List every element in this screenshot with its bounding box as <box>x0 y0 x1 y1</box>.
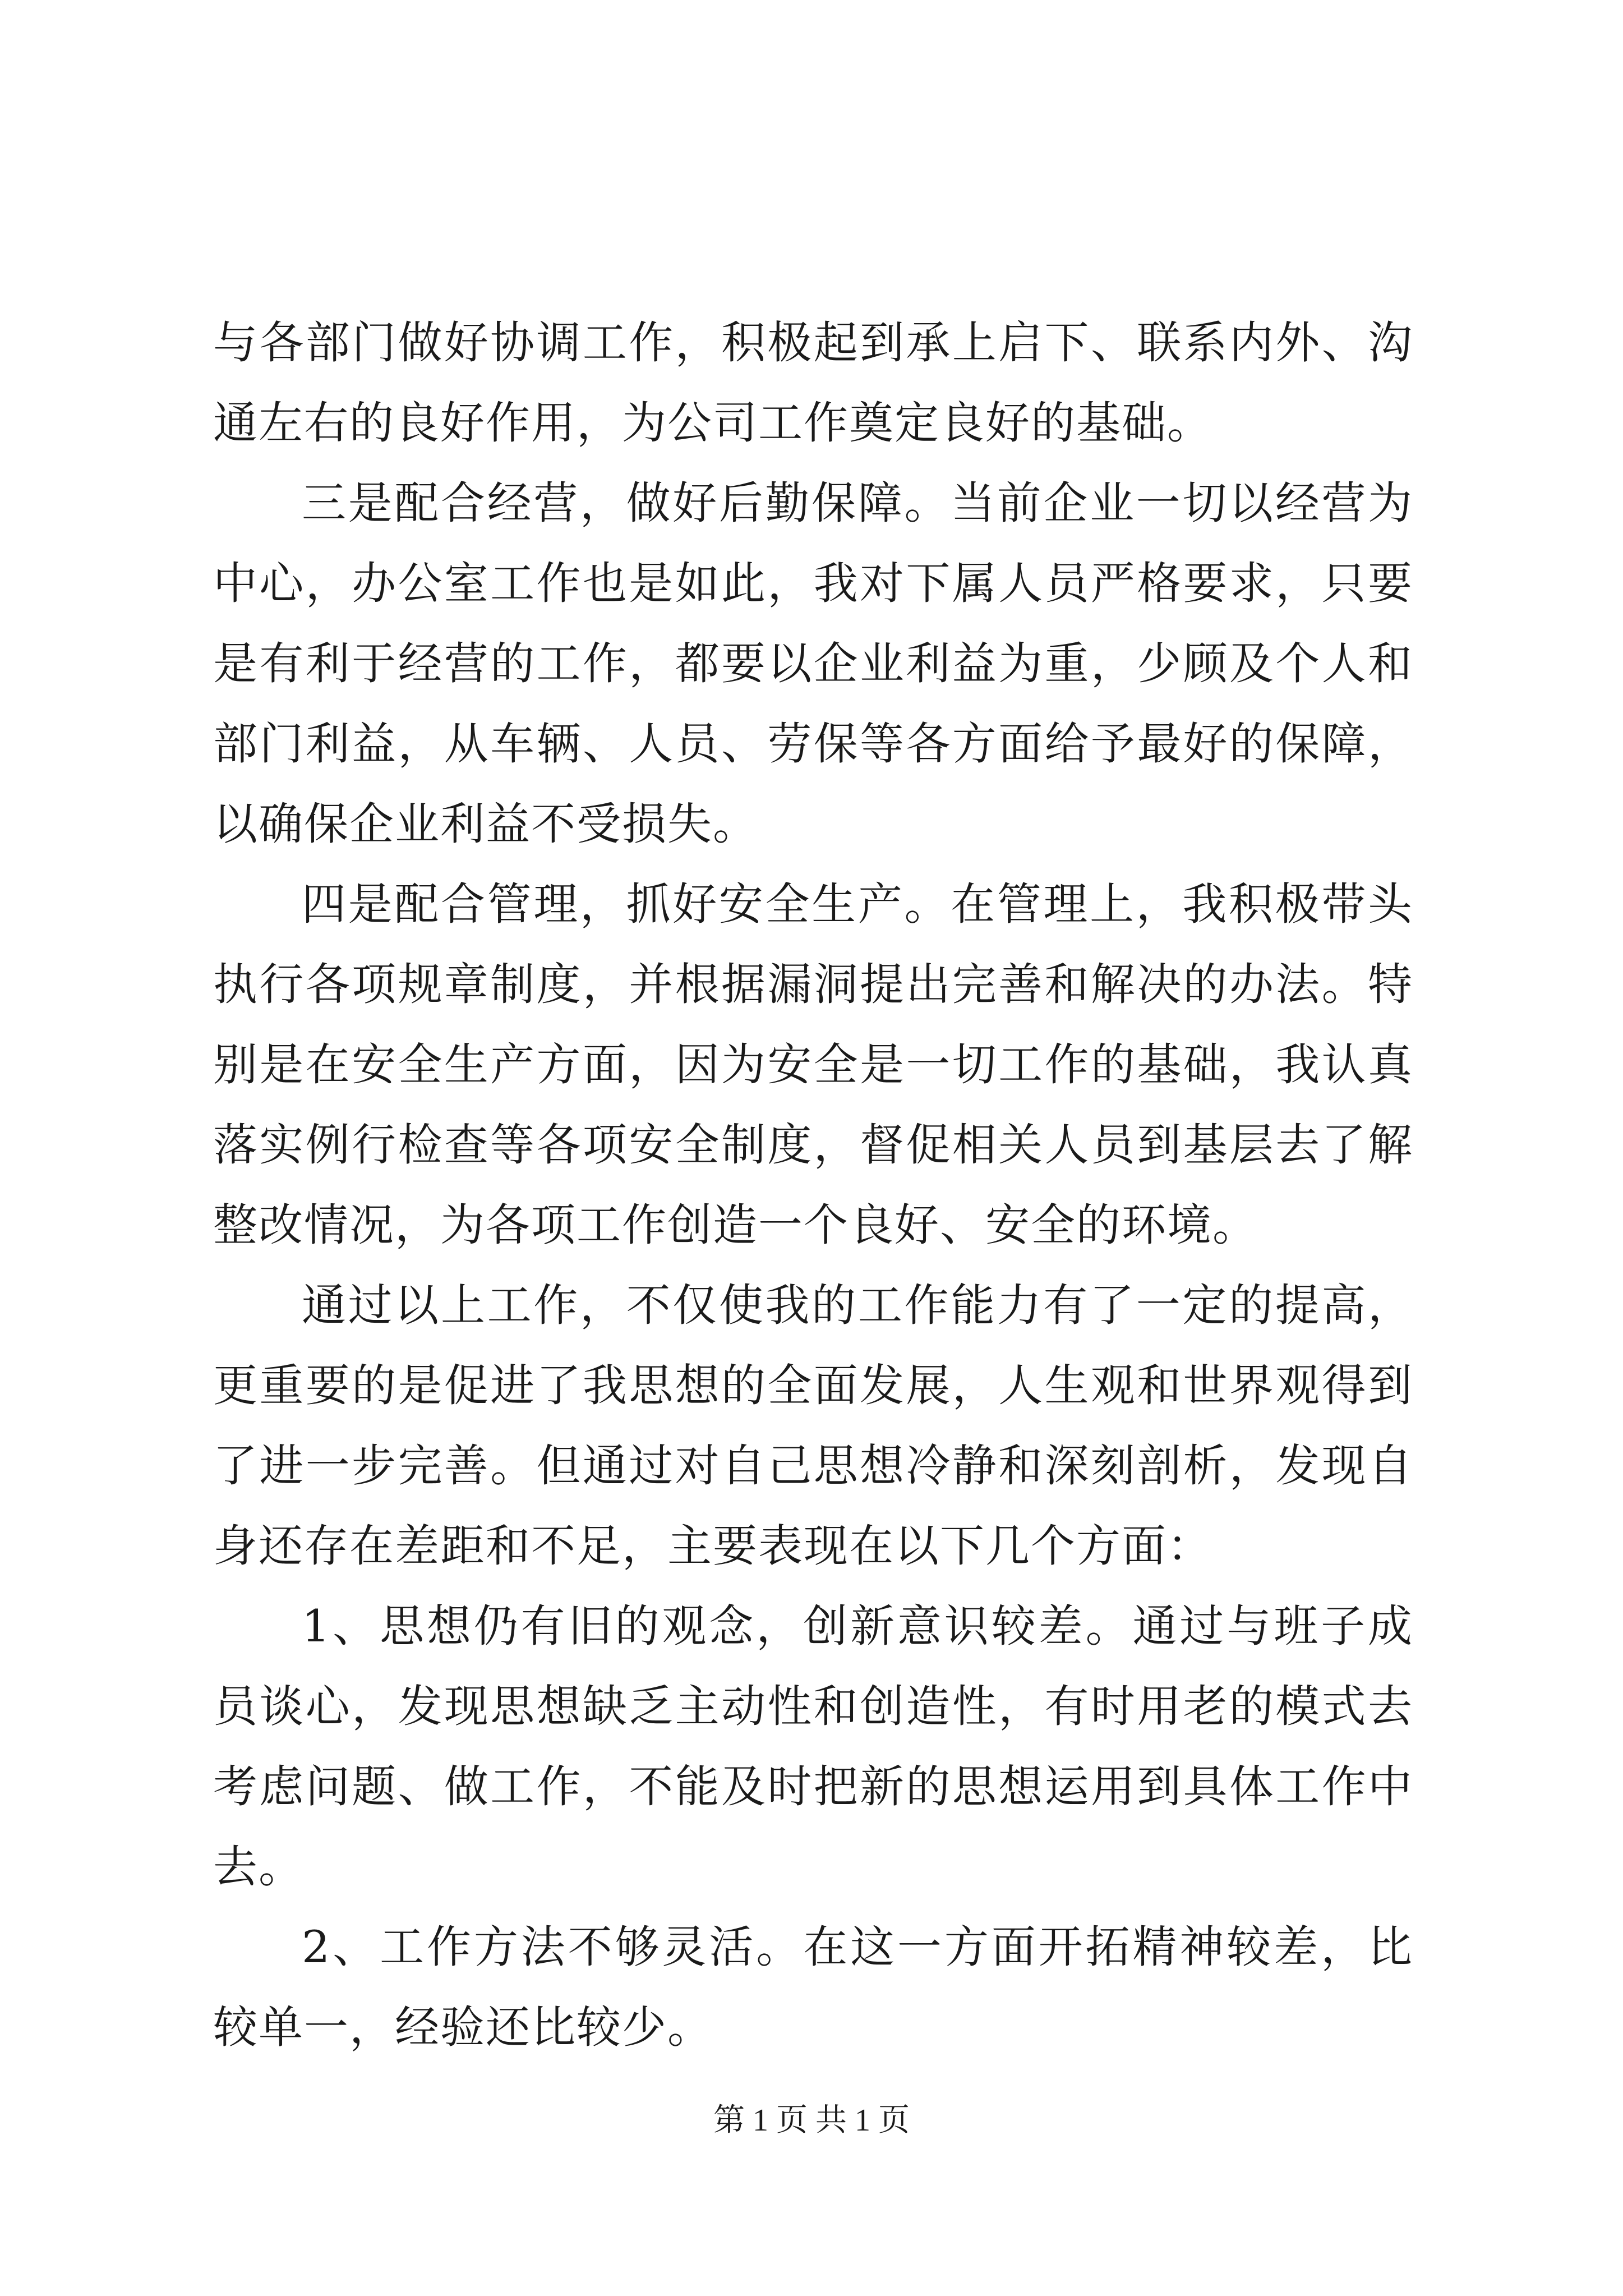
document-body <box>213 303 1413 2068</box>
paragraph-6: 2、工作方法不够灵活。在这一方面开拓精神较差，比较单一，经验还比较少。 <box>213 1921 1413 2053</box>
page-number-label: 第 1 页 共 1 页 <box>713 2103 910 2138</box>
paragraph-5: 1、思想仍有旧的观念，创新意识较差。通过与班子成员谈心，发现思想缺乏主动性和创造性，有时用老的模式去考虑问题、做工作，不能及时把新的思想运用到具体工作中去。 <box>213 1600 1413 1893</box>
paragraph-4: 通过以上工作，不仅使我的工作能力有了一定的提高，更重要的是促进了我思想的全面发展，人生观和世界观得到了进一步完善。但通过对自己思想冷静和深刻剖析，发现自身还存在差距和不足，主要表现在以下几个方面： <box>213 1280 1413 1572</box>
paragraph-3: 四是配合管理，抓好安全生产。在管理上，我积极带头执行各项规章制度，并根据漏洞提出完善和解决的办法。特别是在安全生产方面，因为安全是一切工作的基础，我认真落实例行检查等各项安全制度，督促相关人员到基层去了解整改情况，为各项工作创造一个良好、安全的环境。 <box>213 878 1413 1251</box>
page-footer <box>0 2098 1623 2143</box>
paragraph-1: 与各部门做好协调工作，积极起到承上启下、联系内外、沟通左右的良好作用，为公司工作奠定良好的基础。 <box>213 317 1413 449</box>
paragraph-2: 三是配合经营，做好后勤保障。当前企业一切以经营为中心，办公室工作也是如此，我对下属人员严格要求，只要是有利于经营的工作，都要以企业利益为重，少顾及个人和部门利益，从车辆、人员、劳保等各方面给予最好的保障，以确保企业利益不受损失。 <box>213 477 1413 850</box>
